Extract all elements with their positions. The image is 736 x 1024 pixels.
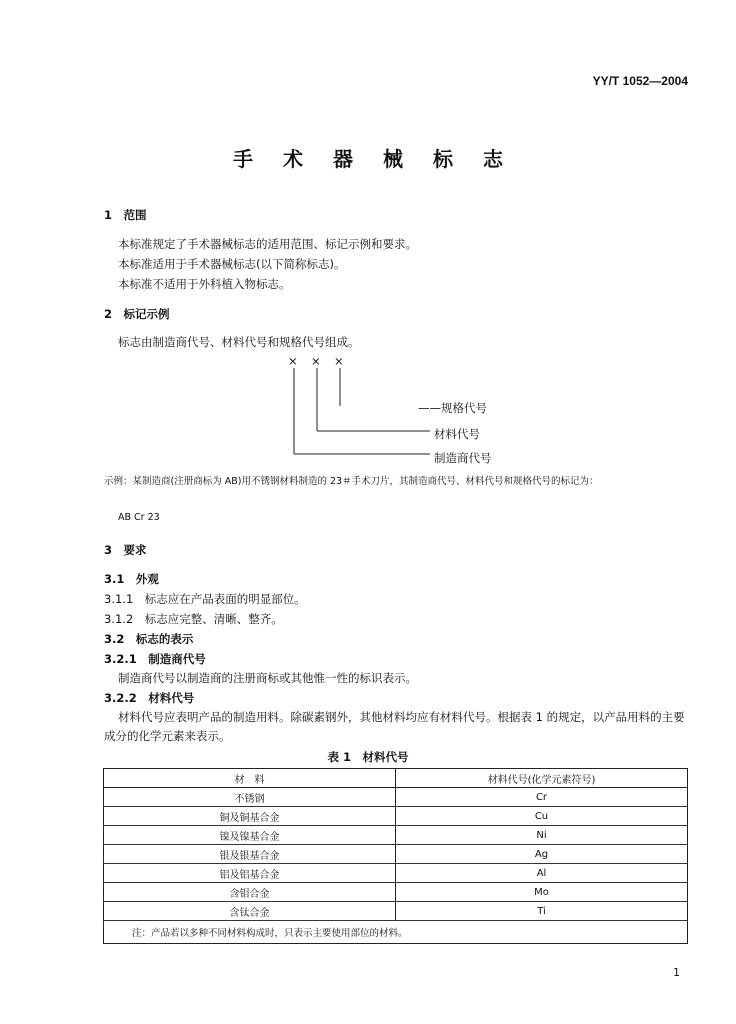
section-3-heading: 3 要求 <box>104 543 147 557</box>
table-row <box>104 807 688 826</box>
table-header-row <box>104 769 688 788</box>
code-cell: Ni <box>396 826 688 845</box>
section-3-2-heading: 3.2 标志的表示 <box>104 632 194 646</box>
page-number: 1 <box>673 966 680 979</box>
label-material: 材料代号 <box>434 427 480 441</box>
table-row <box>104 864 688 883</box>
label-spec: ——规格代号 <box>418 401 487 415</box>
header-code: 材料代号(化学元素符号) <box>396 769 688 788</box>
table-row <box>104 902 688 921</box>
material-cell: 含钼合金 <box>104 883 396 902</box>
header-material: 材 料 <box>104 769 396 788</box>
material-cell: 铝及铝基合金 <box>104 864 396 883</box>
section-3-2-1-text: 制造商代号以制造商的注册商标或其他惟一性的标识表示。 <box>118 671 417 685</box>
marking-diagram <box>280 354 520 474</box>
code-cell: Ag <box>396 845 688 864</box>
page-title: 手术器械标志 <box>233 147 533 171</box>
label-manufacturer: 制造商代号 <box>434 451 492 465</box>
section-3-2-2-heading: 3.2.2 材料代号 <box>104 691 195 705</box>
example-code: AB Cr 23 <box>118 512 160 523</box>
table-caption: 表 1 材料代号 <box>327 750 409 764</box>
material-cell: 银及银基合金 <box>104 845 396 864</box>
code-cell: Al <box>396 864 688 883</box>
section-3-1-1: 3.1.1 标志应在产品表面的明显部位。 <box>104 592 306 606</box>
section-3-2-2-text: 材料代号应表明产品的制造用料。除碳素钢外，其他材料均应有材料代号。根据表 1 的规定，以产品用料的主要成分的化学元素来表示。 <box>104 710 685 743</box>
material-cell: 铜及铜基合金 <box>104 807 396 826</box>
material-cell: 不锈钢 <box>104 788 396 807</box>
mark-spec: × <box>334 354 344 368</box>
section-1-para-1: 本标准规定了手术器械标志的适用范围、标记示例和要求。 <box>118 237 417 251</box>
section-1-para-3: 本标准不适用于外科植入物标志。 <box>118 277 291 291</box>
table-row <box>104 845 688 864</box>
materials-table <box>103 768 688 944</box>
table-row <box>104 883 688 902</box>
code-cell: Mo <box>396 883 688 902</box>
section-3-1-2: 3.1.2 标志应完整、清晰、整齐。 <box>104 612 283 626</box>
table-note: 注：产品若以多种不同材料构成时，只表示主要使用部位的材料。 <box>104 921 688 944</box>
section-1-para-2: 本标准适用于手术器械标志(以下简称标志)。 <box>118 257 346 271</box>
section-3-2-1-heading: 3.2.1 制造商代号 <box>104 652 206 666</box>
code-cell: Cr <box>396 788 688 807</box>
example-text: 示例：某制造商(注册商标为 AB)用不锈钢材料制造的 23＃手术刀片，其制造商代号、材料代号和规格代号的标记为： <box>104 476 599 487</box>
standard-number: YY/T 1052—2004 <box>592 74 688 88</box>
table-row <box>104 826 688 845</box>
material-cell: 镍及镍基合金 <box>104 826 396 845</box>
section-2-heading: 2 标记示例 <box>104 307 170 321</box>
code-cell: Ti <box>396 902 688 921</box>
table-note-row <box>104 921 688 944</box>
section-1-heading: 1 范围 <box>104 208 147 222</box>
material-cell: 含钛合金 <box>104 902 396 921</box>
code-cell: Cu <box>396 807 688 826</box>
section-2-intro: 标志由制造商代号、材料代号和规格代号组成。 <box>118 335 360 349</box>
section-3-1-heading: 3.1 外观 <box>104 572 159 586</box>
mark-manufacturer: × <box>288 354 298 368</box>
mark-material: × <box>311 354 321 368</box>
table-row <box>104 788 688 807</box>
